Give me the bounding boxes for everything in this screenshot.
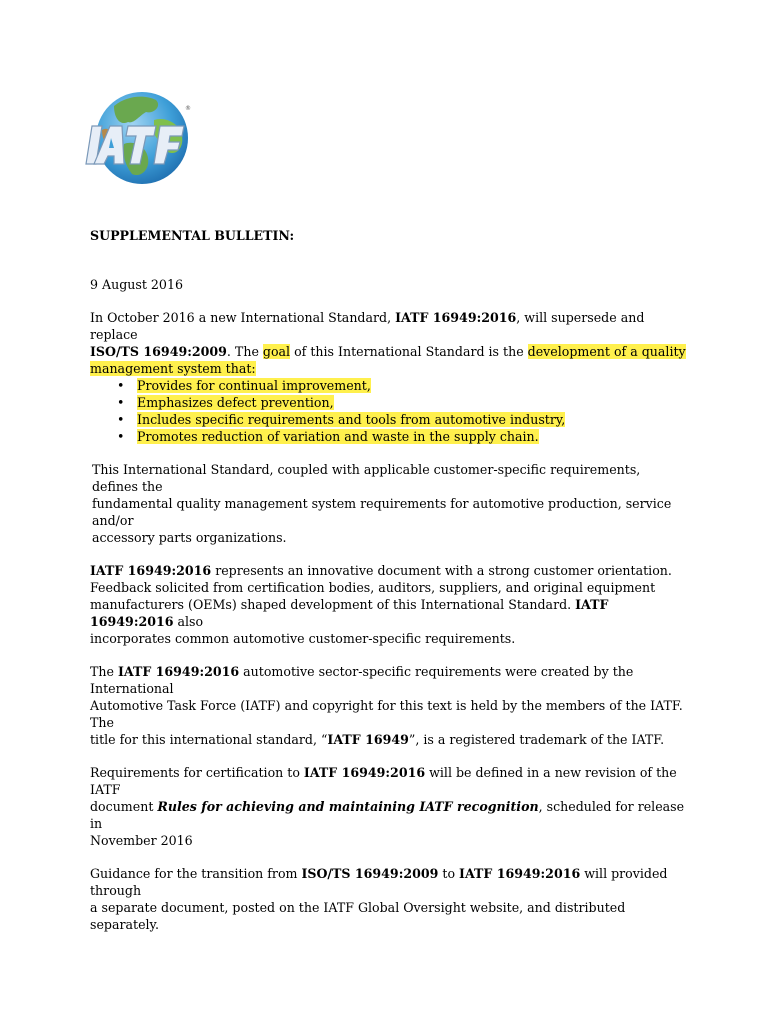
orientation-line-2: Feedback solicited from certification bodies, auditors, suppliers, and original equipment xyxy=(90,580,656,595)
bulletin-body xyxy=(90,227,690,949)
intro-standard-new: IATF 16949:2016 xyxy=(395,310,517,325)
orientation-standard: IATF 16949:2016 xyxy=(90,563,212,578)
bullet-text: Emphasizes defect prevention, xyxy=(137,395,334,410)
copyright-text-1: The xyxy=(90,664,118,679)
scope-line-3: accessory parts organizations. xyxy=(92,530,287,545)
list-item xyxy=(90,394,690,411)
transition-text-3: will provided through xyxy=(90,866,668,898)
intro-paragraph xyxy=(90,309,690,377)
intro-text-1: In October 2016 a new International Standard, xyxy=(90,310,396,325)
highlight-management-system: management system that: xyxy=(90,361,256,376)
transition-line-2: a separate document, posted on the IATF Global Oversight website, and distributed separately. xyxy=(90,900,626,932)
bulletin-date: 9 August 2016 xyxy=(90,277,183,292)
bulletin-heading: SUPPLEMENTAL BULLETIN: xyxy=(90,228,295,243)
certification-text-4: , scheduled for release in xyxy=(90,799,685,831)
certification-text-1: Requirements for certification to xyxy=(90,765,304,780)
highlight-development: development of a quality xyxy=(527,344,686,359)
intro-standard-old: ISO/TS 16949:2009 xyxy=(90,344,227,359)
svg-text:®: ® xyxy=(185,105,191,112)
iatf-globe-logo xyxy=(84,86,194,190)
list-item xyxy=(90,411,690,428)
scope-line-2: fundamental quality management system requirements for automotive production, service and/or xyxy=(92,496,672,528)
transition-standard-new: IATF 16949:2016 xyxy=(459,866,581,881)
orientation-paragraph xyxy=(90,562,690,647)
bullet-icon: • xyxy=(117,395,125,410)
bullet-text: Promotes reduction of variation and waste in the supply chain. xyxy=(137,429,539,444)
transition-text-2: to xyxy=(438,866,460,881)
orientation-line-4: incorporates common automotive customer-specific requirements. xyxy=(90,631,516,646)
certification-paragraph xyxy=(90,764,690,849)
copyright-text-3: title for this international standard, “ xyxy=(90,732,328,747)
bullet-icon: • xyxy=(117,429,125,444)
intro-text-2: , will supersede and replace xyxy=(90,310,645,342)
transition-standard-old: ISO/TS 16949:2009 xyxy=(301,866,439,881)
certification-line-3: November 2016 xyxy=(90,833,193,848)
scope-line-1: This International Standard, coupled with applicable customer-specific requirements, defines the xyxy=(92,462,641,494)
certification-text-2: will be defined in a new revision of the IATF xyxy=(90,765,677,797)
bullet-icon: • xyxy=(117,378,125,393)
scope-paragraph xyxy=(92,461,690,546)
bullet-text: Includes specific requirements and tools from automotive industry, xyxy=(137,412,566,427)
copyright-text-4: ”, is a registered trademark of the IATF. xyxy=(408,732,665,747)
copyright-paragraph xyxy=(90,663,690,748)
orientation-text-1: represents an innovative document with a strong customer orientation. xyxy=(211,563,672,578)
intro-text-3: . The xyxy=(226,344,263,359)
bullet-text: Provides for continual improvement, xyxy=(137,378,371,393)
certification-standard: IATF 16949:2016 xyxy=(303,765,426,780)
certification-text-3: document xyxy=(90,799,158,814)
list-item xyxy=(90,428,690,445)
transition-paragraph xyxy=(90,865,690,933)
goal-bullet-list xyxy=(90,377,690,445)
orientation-text-2: manufacturers (OEMs) shaped development of this International Standard. xyxy=(90,597,576,612)
copyright-text-2: automotive sector-specific requirements were created by the International xyxy=(90,664,634,696)
intro-text-4: of this International Standard is the xyxy=(290,344,528,359)
copyright-trademark: IATF 16949 xyxy=(327,732,409,747)
bullet-icon: • xyxy=(117,412,125,427)
copyright-line-2: Automotive Task Force (IATF) and copyright for this text is held by the members of the IATF. The xyxy=(90,698,683,730)
highlight-goal: goal xyxy=(262,344,291,359)
transition-text-1: Guidance for the transition from xyxy=(90,866,302,881)
list-item xyxy=(90,377,690,394)
certification-document-title: Rules for achieving and maintaining IATF recognition xyxy=(157,799,539,814)
copyright-standard: IATF 16949:2016 xyxy=(117,664,240,679)
orientation-text-3: also xyxy=(173,614,204,629)
orientation-standard-2: IATF 16949:2016 xyxy=(90,597,609,629)
